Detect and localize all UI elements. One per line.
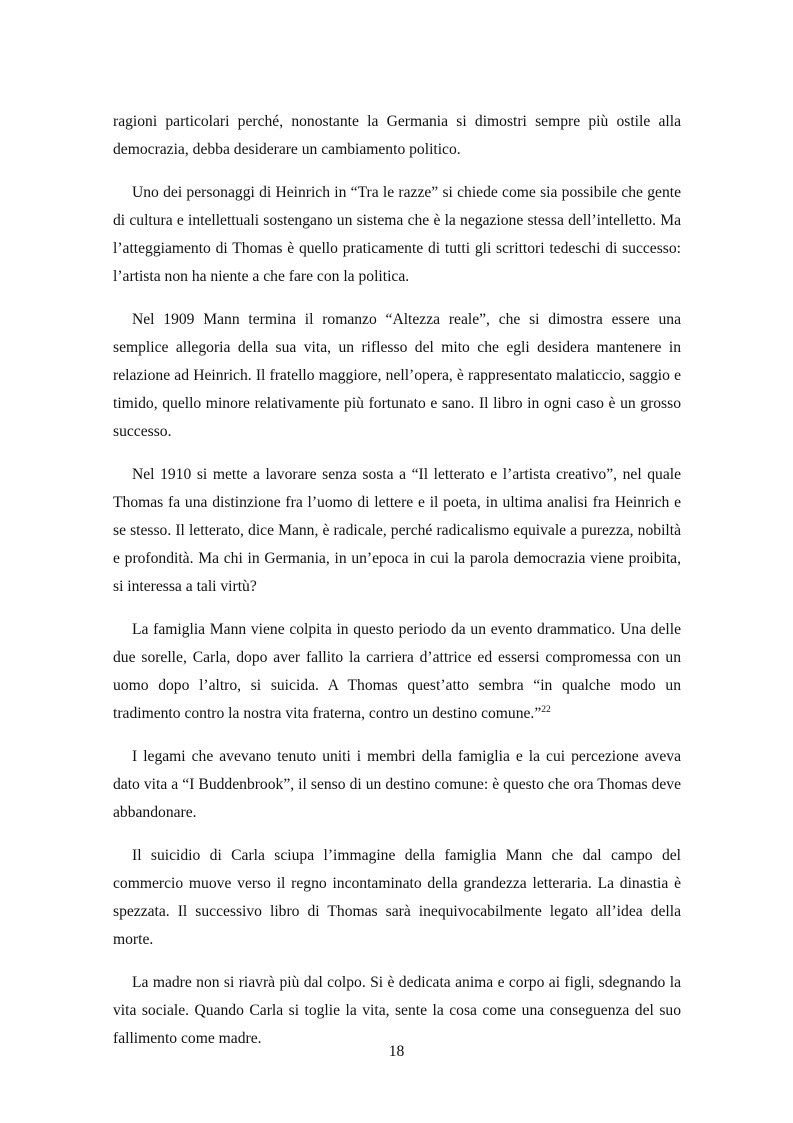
paragraph-5-text: La famiglia Mann viene colpita in questo periodo da un evento drammatico. Una delle due sorelle, Carla, dopo aver fallito la carriera d’attrice ed essersi compromessa con un uomo dopo l’altro, si suicida. A Thomas quest’atto sembra “in qualche modo un tradimento contro la nostra vita fraterna, contro un destino comune.” [113,621,681,722]
paragraph-6 [113,743,681,827]
footnote-reference: 22 [541,705,551,715]
paragraph-8-text: La madre non si riavrà più dal colpo. Si è dedicata anima e corpo ai figli, sdegnando la vita sociale. Quando Carla si toglie la vita, sente la cosa come una conseguenza del suo fallimento come madre. [113,974,681,1047]
paragraph-8 [113,969,681,1053]
paragraph-5 [113,616,681,728]
paragraph-3-text: Nel 1909 Mann termina il romanzo “Altezza reale”, che si dimostra essere una semplice allegoria della sua vita, un riflesso del mito che egli desidera mantenere in relazione ad Heinrich. Il fratello maggiore, nell’opera, è rappresentato malaticcio, saggio e timido, quello minore relativamente più fortunato e sano. Il libro in ogni caso è un grosso successo. [113,311,681,440]
paragraph-2 [113,179,681,291]
paragraph-4-text: Nel 1910 si mette a lavorare senza sosta a “Il letterato e l’artista creativo”, nel quale Thomas fa una distinzione fra l’uomo di lettere e il poeta, in ultima analisi fra Heinrich e se stesso. Il letterato, dice Mann, è radicale, perché radicalismo equivale a purezza, nobiltà e profondità. Ma chi in Germania, in un’epoca in cui la parola democrazia viene proibita, si interessa a tali virtù? [113,466,681,595]
paragraph-7-text: Il suicidio di Carla sciupa l’immagine della famiglia Mann che dal campo del commercio muove verso il regno incontaminato della grandezza letteraria. La dinastia è spezzata. Il successivo libro di Thomas sarà inequivocabilmente legato all’idea della morte. [113,847,681,948]
paragraph-7 [113,842,681,954]
paragraph-1-text: ragioni particolari perché, nonostante la Germania si dimostri sempre più ostile alla democrazia, debba desiderare un cambiamento politico. [113,113,681,158]
page-number: 18 [388,1043,405,1060]
page-body [113,108,681,1068]
paragraph-4 [113,461,681,601]
paragraph-2-text: Uno dei personaggi di Heinrich in “Tra le razze” si chiede come sia possibile che gente di cultura e intellettuali sostengano un sistema che è la negazione stessa dell’intelletto. Ma l’atteggiamento di Thomas è quello praticamente di tutti gli scrittori tedeschi di successo: l’artista non ha niente a che fare con la politica. [113,184,681,285]
paragraph-6-text: I legami che avevano tenuto uniti i membri della famiglia e la cui percezione aveva dato vita a “I Buddenbrook”, il senso di un destino comune: è questo che ora Thomas deve abbandonare. [113,748,681,821]
paragraph-3 [113,306,681,446]
paragraph-1 [113,108,681,164]
